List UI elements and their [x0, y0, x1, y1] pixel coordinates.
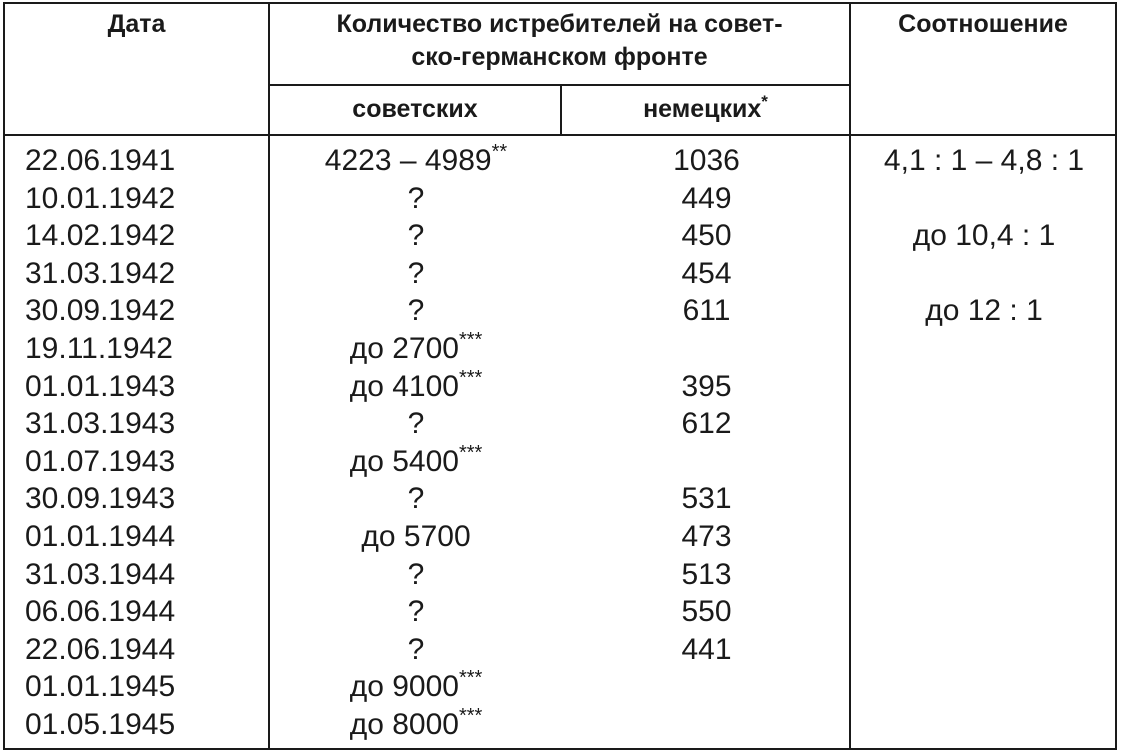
row-soviet-value: 4223 – 4989	[324, 144, 492, 177]
row-soviet-count	[272, 405, 560, 443]
row-soviet-count	[272, 706, 560, 744]
row-soviet-value: ?	[407, 219, 425, 253]
header-date: Дата	[107, 10, 166, 38]
header-soviet: советских	[352, 95, 478, 123]
row-soviet-value: ?	[407, 407, 425, 441]
row-german-count: 449	[681, 181, 732, 215]
row-soviet-value: ?	[407, 256, 425, 290]
row-soviet-footnote-mark: ***	[458, 667, 483, 690]
row-soviet-value: ?	[407, 294, 425, 328]
row-soviet-footnote-mark: ***	[458, 441, 483, 464]
row-soviet-value: ?	[407, 595, 425, 629]
row-soviet-value: до 8000	[349, 708, 459, 741]
row-soviet-count	[272, 255, 560, 293]
row-date: 22.06.1941	[25, 144, 176, 177]
row-german-count: 473	[681, 520, 732, 553]
header-german-label: немецких	[643, 95, 762, 123]
header-count-group-line2: ско-германском фронте	[411, 43, 708, 71]
row-soviet-count	[272, 368, 560, 406]
row-date: 06.06.1944	[25, 595, 176, 629]
row-date: 01.01.1944	[25, 520, 176, 553]
row-soviet-count	[272, 556, 560, 594]
row-soviet-count	[272, 217, 560, 255]
row-date: 01.07.1943	[25, 444, 176, 478]
row-soviet-value: до 4100	[349, 369, 459, 403]
row-ratio: до 10,4 : 1	[912, 219, 1056, 253]
row-date: 01.01.1943	[25, 369, 176, 403]
row-date: 31.03.1942	[25, 256, 176, 290]
row-german-count: 611	[682, 294, 731, 328]
row-date: 19.11.1942	[25, 332, 173, 365]
row-date: 31.03.1944	[25, 557, 176, 591]
header-german-footnote-mark: *	[761, 92, 768, 111]
row-soviet-count	[272, 518, 560, 556]
row-date: 22.06.1944	[25, 632, 176, 666]
row-soviet-value: до 2700	[349, 332, 459, 365]
row-soviet-count	[272, 668, 560, 706]
row-soviet-count	[272, 142, 560, 180]
row-german-count: 395	[681, 369, 732, 403]
header-subdivider	[268, 84, 851, 86]
row-german-count: 441	[681, 632, 732, 666]
row-german-count: 513	[681, 557, 732, 591]
row-date: 10.01.1942	[25, 181, 176, 215]
header-german	[562, 93, 849, 126]
row-date: 30.09.1942	[25, 294, 176, 328]
row-date: 30.09.1943	[25, 482, 176, 516]
row-soviet-count	[272, 180, 560, 218]
row-soviet-footnote-mark: ***	[458, 329, 483, 351]
header-bottom-line	[3, 134, 1117, 136]
row-date: 01.05.1945	[25, 708, 176, 741]
row-german-count: 550	[681, 595, 732, 629]
row-soviet-value: ?	[407, 482, 425, 516]
row-soviet-value: до 5700	[361, 520, 471, 553]
row-soviet-value: до 5400	[349, 444, 459, 478]
column-divider-ratio	[849, 2, 851, 750]
row-soviet-footnote-mark: **	[491, 141, 508, 163]
row-date: 14.02.1942	[25, 219, 176, 253]
row-soviet-count	[272, 480, 560, 518]
row-soviet-value: ?	[407, 557, 425, 591]
row-soviet-count	[272, 593, 560, 631]
header-count-group	[270, 8, 849, 74]
row-soviet-count	[272, 631, 560, 669]
row-date: 01.01.1945	[25, 670, 176, 704]
row-german-count: 1036	[673, 144, 740, 177]
row-german-count: 450	[681, 219, 732, 253]
row-soviet-value: ?	[407, 181, 425, 215]
header-count-group-line1: Количество истребителей на совет-	[336, 10, 783, 38]
row-soviet-count	[272, 443, 560, 481]
row-soviet-footnote-mark: ***	[458, 366, 483, 389]
row-german-count: 454	[681, 256, 732, 290]
row-soviet-count	[272, 330, 560, 368]
row-ratio: до 12 : 1	[925, 294, 1043, 328]
row-soviet-count	[272, 292, 560, 330]
row-ratio: 4,1 : 1 – 4,8 : 1	[883, 144, 1085, 177]
row-german-count: 612	[681, 407, 732, 441]
row-date: 31.03.1943	[25, 407, 176, 441]
row-german-count: 531	[681, 482, 732, 516]
row-soviet-value: до 9000	[349, 670, 459, 704]
row-soviet-value: ?	[407, 632, 425, 666]
header-ratio: Соотношение	[898, 10, 1068, 38]
row-soviet-footnote-mark: ***	[458, 705, 483, 727]
